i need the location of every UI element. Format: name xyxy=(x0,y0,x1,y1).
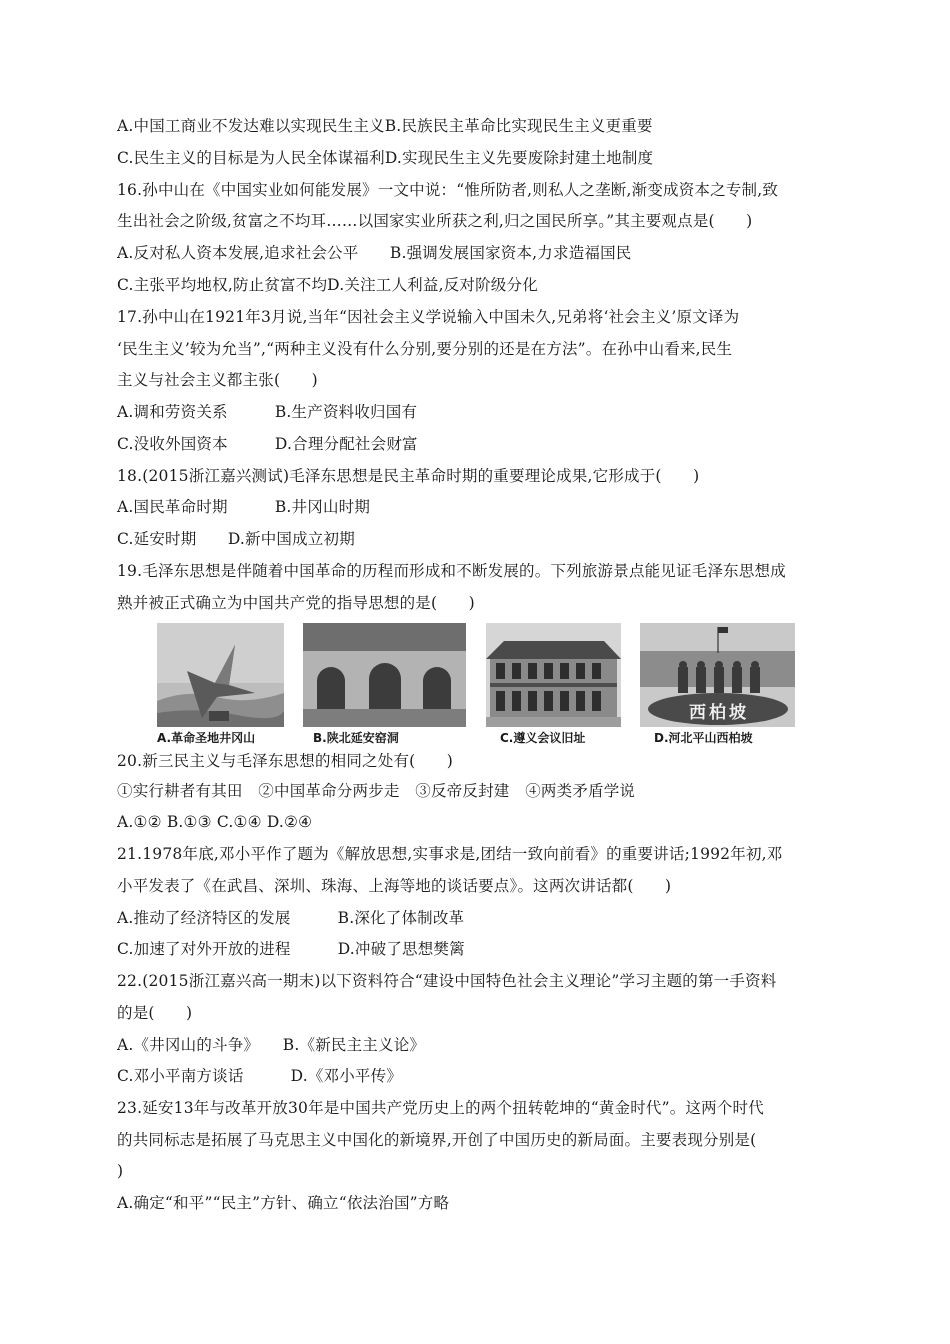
xibaipo-sign-text: 西柏坡 xyxy=(689,703,749,723)
question-23-stem: 23.延安13年与改革开放30年是中国共产党历史上的两个扭转乾坤的“黄金时代”。这两个时代 xyxy=(117,1099,764,1117)
photo-option-b xyxy=(303,623,466,745)
option-line: C.加速了对外开放的进程 D.冲破了思想樊篱 xyxy=(117,940,465,958)
question-19-stem: 19.毛泽东思想是伴随着中国革命的历程而形成和不断发展的。下列旅游景点能见证毛泽东思想成 xyxy=(117,562,786,580)
question-17-stem: 主义与社会主义都主张( ) xyxy=(117,371,318,389)
photo-caption-d: D.河北平山西柏坡 xyxy=(654,731,753,745)
option-line: A.中国工商业不发达难以实现民生主义B.民族民主革命比实现民生主义更重要 xyxy=(117,117,653,135)
option-line: A.《井冈山的斗争》 B.《新民主主义论》 xyxy=(117,1036,426,1054)
photo-caption-b: B.陕北延安窑洞 xyxy=(313,731,399,745)
photo-option-c xyxy=(486,623,621,745)
question-16-stem: 生出社会之阶级,贫富之不均耳……以国家实业所获之利,归之国民所享。”其主要观点是( ) xyxy=(117,212,753,230)
photo-caption-c: C.遵义会议旧址 xyxy=(500,731,586,745)
option-line: C.主张平均地权,防止贫富不均D.关注工人利益,反对阶级分化 xyxy=(117,276,538,294)
yanan-cave-dwelling-photo xyxy=(303,623,466,727)
question-20-statements: ①实行耕者有其田 ②中国革命分两步走 ③反帝反封建 ④两类矛盾学说 xyxy=(117,782,636,800)
option-line: C.邓小平南方谈话 D.《邓小平传》 xyxy=(117,1067,403,1085)
jinggangshan-monument-photo xyxy=(157,623,284,727)
question-20-stem: 20.新三民主义与毛泽东思想的相同之处有( ) xyxy=(117,752,454,770)
question-17-stem: ‘民生主义’较为允当”,“两种主义没有什么分别,要分别的还是在方法”。在孙中山看来,民生 xyxy=(117,340,733,358)
option-line: A.反对私人资本发展,追求社会公平 B.强调发展国家资本,力求造福国民 xyxy=(117,244,632,262)
question-18-stem: 18.(2015浙江嘉兴测试)毛泽东思想是民主革命时期的重要理论成果,它形成于( ) xyxy=(117,467,700,485)
question-19-photo-options xyxy=(0,623,950,748)
question-21-stem: 21.1978年底,邓小平作了题为《解放思想,实事求是,团结一致向前看》的重要讲话;1992年初,邓 xyxy=(117,845,783,863)
question-22-stem: 的是( ) xyxy=(117,1004,193,1022)
zunyi-meeting-site-photo xyxy=(486,623,621,727)
option-line: A.调和劳资关系 B.生产资料收归国有 xyxy=(117,403,418,421)
question-23-stem: ) xyxy=(117,1162,124,1180)
question-16-stem: 16.孙中山在《中国实业如何能发展》一文中说：“惟所防者,则私人之垄断,渐变成资本之专制,致 xyxy=(117,181,779,199)
option-line: C.民生主义的目标是为人民全体谋福利D.实现民生主义先要废除封建土地制度 xyxy=(117,149,654,167)
option-line: C.没收外国资本 D.合理分配社会财富 xyxy=(117,435,418,453)
option-line: C.延安时期 D.新中国成立初期 xyxy=(117,530,355,548)
option-line: A.确定“和平”“民主”方针、确立“依法治国”方略 xyxy=(117,1194,450,1212)
question-23-stem: 的共同标志是拓展了马克思主义中国化的新境界,开创了中国历史的新局面。主要表现分别是( xyxy=(117,1131,757,1149)
photo-caption-a: A.革命圣地井冈山 xyxy=(157,731,256,745)
photo-option-a xyxy=(157,623,284,745)
question-19-stem: 熟并被正式确立为中国共产党的指导思想的是( ) xyxy=(117,594,475,612)
question-21-stem: 小平发表了《在武昌、深圳、珠海、上海等地的谈话要点》。这两次讲话都( ) xyxy=(117,877,672,895)
question-22-stem: 22.(2015浙江嘉兴高一期末)以下资料符合“建设中国特色社会主义理论”学习主题的第一手资料 xyxy=(117,972,777,990)
photo-option-d xyxy=(640,623,795,745)
option-line: A.国民革命时期 B.井冈山时期 xyxy=(117,498,371,516)
option-line: A.推动了经济特区的发展 B.深化了体制改革 xyxy=(117,909,465,927)
question-17-stem: 17.孙中山在1921年3月说,当年“因社会主义学说输入中国未久,兄弟将‘社会主义’原文译为 xyxy=(117,308,740,326)
option-line: A.①② B.①③ C.①④ D.②④ xyxy=(117,813,313,831)
